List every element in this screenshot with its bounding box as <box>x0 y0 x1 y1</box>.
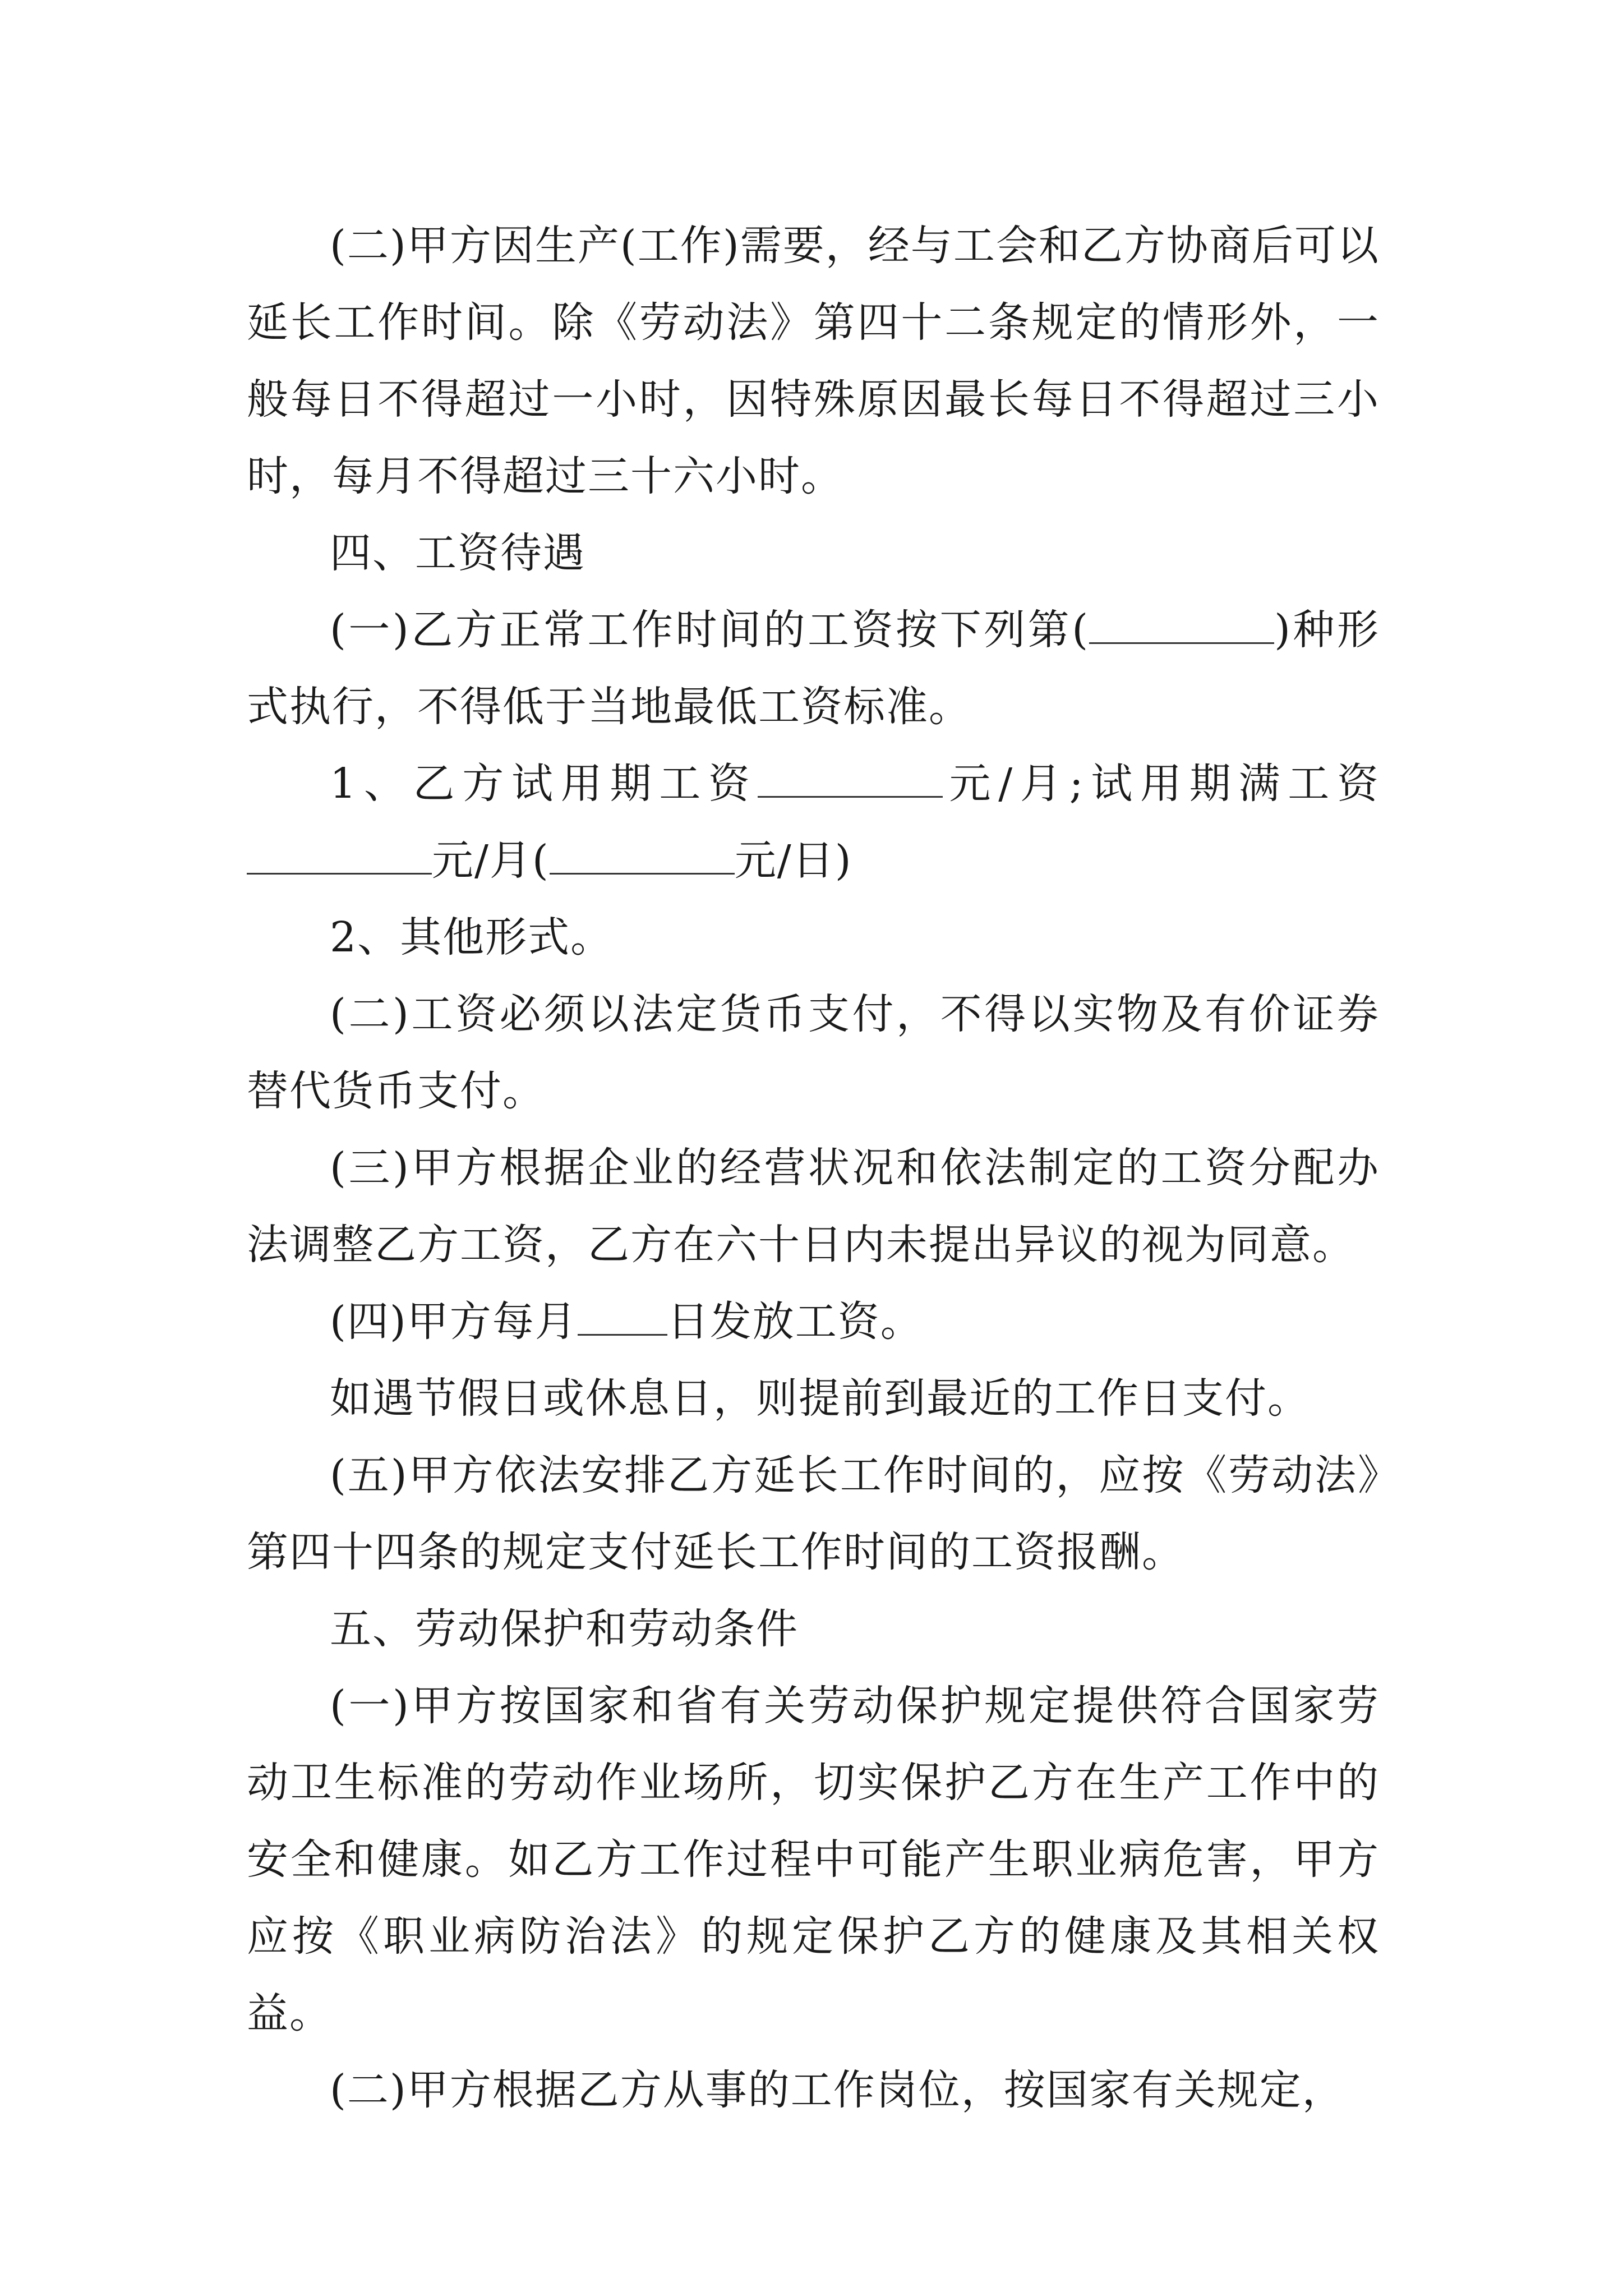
wage-form-blank[interactable] <box>1089 603 1274 644</box>
daily-unit-label: 元/日) <box>734 836 852 885</box>
pay-day-text-end: 日发放工资。 <box>667 1297 923 1346</box>
regular-wage-label: 元/月;试用期满工资 <box>942 760 1380 808</box>
paragraph-workplace-safety: (一)甲方按国家和省有关劳动保护规定提供符合国家劳动卫生标准的劳动作业场所，切实保护乙方在生产工作中的安全和健康。如乙方工作过程中可能产生职业病危害，甲方应按《职业病防治法》的规定保护乙方的健康及其相关权益。 <box>247 1682 1380 2037</box>
monthly-unit-label: 元/月( <box>432 836 550 885</box>
paragraph-probation-wage <box>247 746 1380 899</box>
paragraph-holiday-payment: 如遇节假日或休息日，则提前到最近的工作日支付。 <box>330 1374 1310 1423</box>
probation-wage-label: 1、乙方试用期工资 <box>330 760 758 808</box>
paragraph-overtime-pay: (五)甲方依法安排乙方延长工作时间的，应按《劳动法》第四十四条的规定支付延长工作时间的工资报酬。 <box>247 1451 1380 1576</box>
pay-day-blank[interactable] <box>578 1295 667 1336</box>
regular-wage-monthly-blank[interactable] <box>247 834 432 875</box>
paragraph-overtime-limit: (二)甲方因生产(工作)需要，经与工会和乙方协商后可以延长工作时间。除《劳动法》第四十二条规定的情形外，一般每日不得超过一小时，因特殊原因最长每日不得超过三小时，每月不得超过三十六小时。 <box>247 222 1380 500</box>
paragraph-wage-adjustment: (三)甲方根据企业的经营状况和依法制定的工资分配办法调整乙方工资，乙方在六十日内未提出异议的视为同意。 <box>247 1144 1380 1269</box>
section-heading-labor-protection: 五、劳动保护和劳动条件 <box>330 1605 799 1653</box>
paragraph-wage-form <box>247 592 1380 746</box>
paragraph-job-position: (二)甲方根据乙方从事的工作岗位，按国家有关规定， <box>330 2066 1345 2114</box>
paragraph-pay-day <box>247 1283 1380 1360</box>
paragraph-legal-currency: (二)工资必须以法定货币支付，不得以实物及有价证券替代货币支付。 <box>247 990 1380 1115</box>
regular-wage-daily-blank[interactable] <box>550 834 735 875</box>
wage-form-text-end: )种形式执行，不得低于当地最低工资标准。 <box>247 606 1380 731</box>
pay-day-text-start: (四)甲方每月 <box>330 1297 578 1346</box>
probation-wage-blank[interactable] <box>758 757 943 798</box>
wage-form-text-start: (一)乙方正常工作时间的工资按下列第( <box>330 606 1090 654</box>
document-body <box>247 208 1380 2129</box>
paragraph-other-forms: 2、其他形式。 <box>330 913 614 961</box>
section-heading-wages: 四、工资待遇 <box>330 529 585 577</box>
